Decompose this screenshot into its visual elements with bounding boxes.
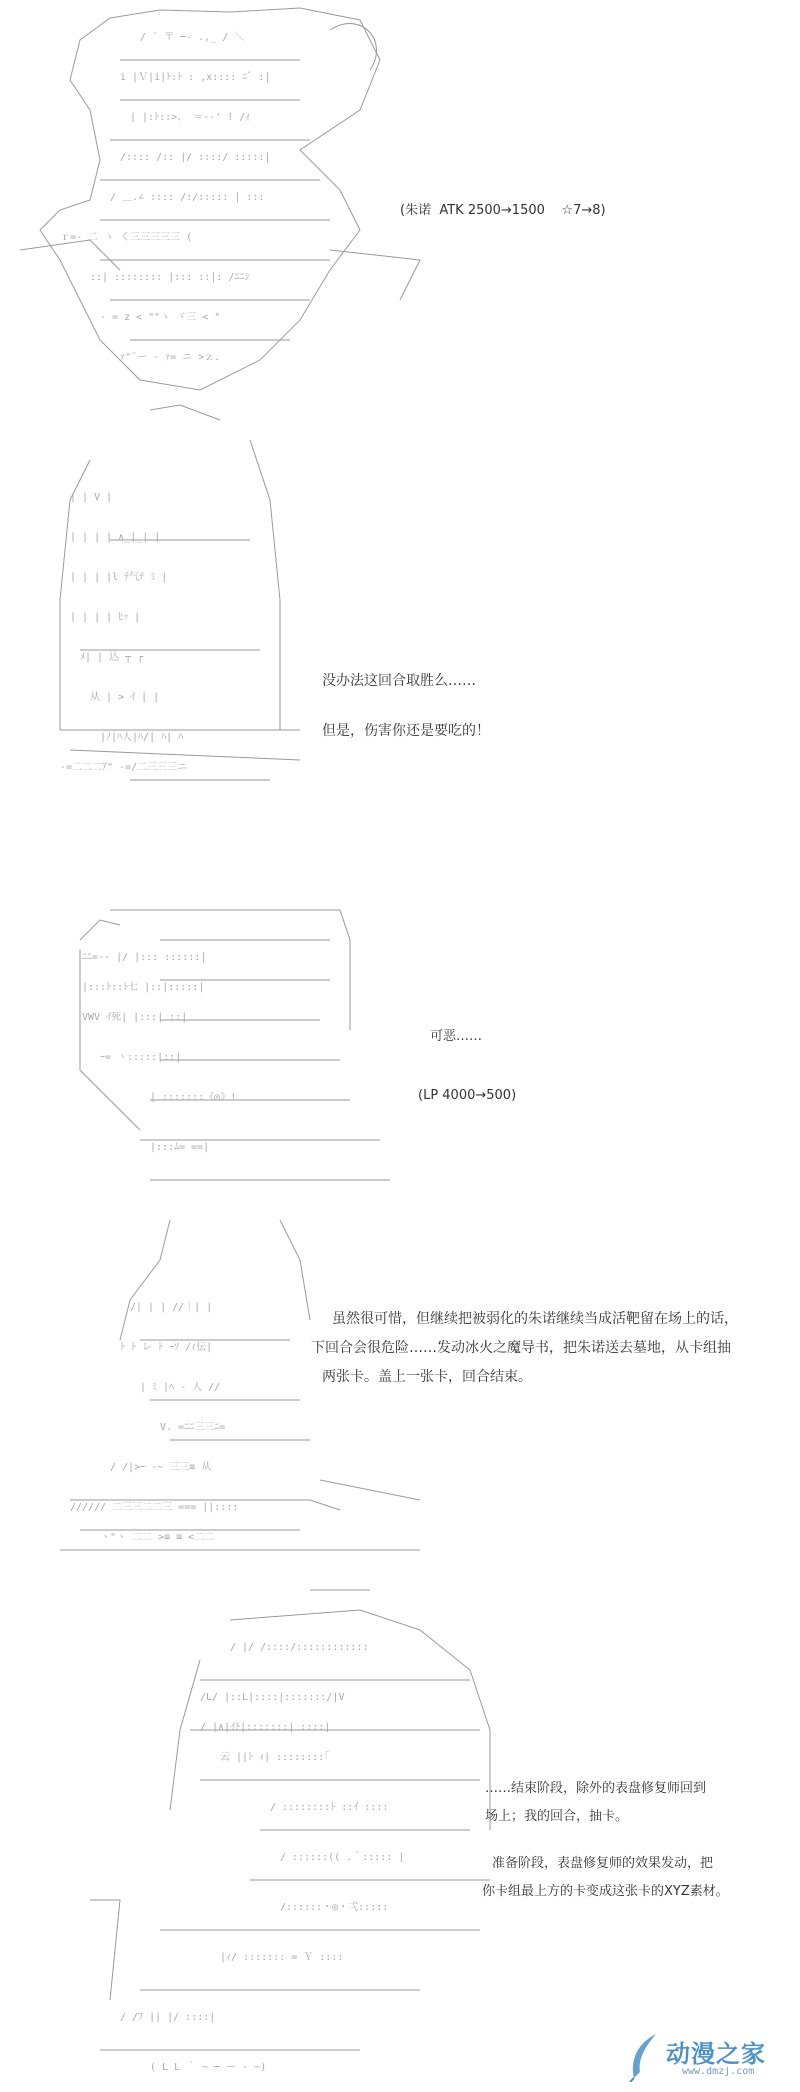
svg-text:::| :::::::: |::: ::|: /ﾆﾆｼ: ::| :::::::: |::: ::|: /ﾆﾆｼ: [90, 272, 250, 283]
watermark-name: 动漫之家: [666, 2040, 766, 2068]
caption-damn: 可恶……: [430, 1029, 483, 1044]
svg-text:ｒ=- 二 ヽ く三三三三三 (: ｒ=- 二 ヽ く三三三三三 (: [60, 232, 193, 243]
svg-text:| | | | ﾋｯ |: | | | | ﾋｯ |: [70, 612, 141, 623]
panel-3: [0, 880, 800, 1200]
caption-cannot-win: 没办法这回合取胜么……: [322, 673, 476, 689]
svg-text:////// 二三三二二三 === ||::::: ////// 二三三二二三 === ||::::: [70, 1502, 239, 1513]
svg-text:/ ¨ 〒 ─‐ .,_ / ＼: / ¨ 〒 ─‐ .,_ / ＼: [140, 32, 245, 43]
svg-text:V. =ﾆﾆ三三ﾆ=: V. =ﾆﾆ三三ﾆ=: [160, 1422, 226, 1433]
svg-text:|ｨ/ ::::::: = Ｙ ::::: |ｨ/ ::::::: = Ｙ ::::: [220, 1952, 344, 1963]
svg-text:/ |/ /::::/::::::::::::: / |/ /::::/::::::::::::: [230, 1642, 369, 1653]
svg-text:云 ||ﾄ ｨ| ::::::::｢: 云 ||ﾄ ｨ| ::::::::｢: [220, 1752, 330, 1763]
svg-text:|:::ﾑ= ==|: |:::ﾑ= ==|: [150, 1142, 210, 1153]
svg-text:| | | |l ﾃ气ﾃ ﾐ |: | | | |l ﾃ气ﾃ ﾐ |: [70, 572, 168, 583]
svg-text:-=二二二ｱ" -=/二三三三ニ: -=二二二ｱ" -=/二三三三ニ: [60, 762, 188, 773]
caption-standby-line-2: 你卡组最上方的卡变成这张卡的XYZ素材。: [482, 1884, 729, 1899]
svg-text:|ﾉ|ﾊ人|ﾊ/| ﾊ| ﾊ: |ﾉ|ﾊ人|ﾊ/| ﾊ| ﾊ: [100, 732, 184, 743]
svg-text:/ ::::::(( .｀::::: |: / ::::::(( .｀::::: |: [280, 1852, 405, 1863]
caption-lp-change: (LP 4000→500): [418, 1088, 517, 1103]
watermark-dmzj: [626, 2030, 786, 2086]
svg-text:VWV ｲ死| |:::| ::|: VWV ｲ死| |:::| ::|: [82, 1012, 188, 1023]
caption-pity-line-1: 虽然很可惜，但继续把被弱化的朱诺继续当成活靶留在场上的话，: [332, 1311, 738, 1327]
caption-end-phase-line-2: 场上；我的回合，抽卡。: [485, 1809, 629, 1824]
svg-text:ヽ"ヽ 二二 >≡ ≡ <二二: ヽ"ヽ 二二 >≡ ≡ <二二: [100, 1532, 215, 1543]
svg-text:| :::::::《◎》!: | :::::::《◎》!: [150, 1092, 237, 1103]
svg-text:| |:ﾄ::>、 ＝-‐' ! /ｨ: | |:ﾄ::>、 ＝-‐' ! /ｨ: [130, 112, 251, 123]
panel-2: [0, 400, 800, 880]
ascii-art-figure-back: [0, 400, 800, 880]
svg-text:|:::ﾄ::ﾄ七 |::|:::::|: |:::ﾄ::ﾄ七 |::|:::::|: [82, 982, 205, 993]
svg-text:ﾒ| | 込 ┬ ┌: ﾒ| | 込 ┬ ┌: [80, 652, 144, 663]
svg-text:从 | > ｲ | |: 从 | > ｲ | |: [90, 692, 160, 703]
ascii-art-figure-dial: [0, 1570, 800, 2092]
svg-text:/ ::::::::ﾄ ::ｲ ::::: / ::::::::ﾄ ::ｲ ::::: [270, 1802, 389, 1813]
watermark-url: www.dmzj.com: [682, 2066, 755, 2077]
feather-logo-icon: [626, 2032, 662, 2082]
caption-juno-stats: (朱诺 ATK 2500→1500 ☆7→8): [400, 203, 606, 218]
svg-text:/ /|>ｰ ‐~ 三三≡ 从: / /|>ｰ ‐~ 三三≡ 从: [110, 1462, 212, 1473]
panel-1: [0, 0, 800, 400]
panel-4: [0, 1200, 800, 1570]
svg-text:/:::: /:: |/ ::::/ :::::|: /:::: /:: |/ ::::/ :::::|: [120, 152, 271, 163]
svg-text:/ /ﾌ || |/ ::::|: / /ﾌ || |/ ::::|: [120, 2012, 216, 2023]
svg-text:/L/ |::L|::::|:::::::/|V: /L/ |::L|::::|:::::::/|V: [200, 1692, 345, 1703]
caption-damage: 但是，伤害你还是要吃的！: [322, 723, 490, 739]
panel-5: [0, 1570, 800, 2092]
svg-text:( L L ｀ ~ ─ ー ‐ ~): ( L L ｀ ~ ─ ー ‐ ~): [150, 2062, 267, 2073]
caption-end-phase-line-1: ……结束阶段，除外的表盘修复师回到: [485, 1781, 707, 1796]
svg-text:| ﾐ |ﾍ ‐ 人 //: | ﾐ |ﾍ ‐ 人 //: [140, 1382, 221, 1393]
svg-text:ｧ"¨ー ‐ ｧ= ニ >ｚ.: ｧ"¨ー ‐ ｧ= ニ >ｚ.: [120, 352, 221, 363]
caption-pity-line-3: 两张卡。盖上一张卡，回合结束。: [322, 1369, 532, 1385]
svg-text:/::::::・◎・弌:::::: /::::::・◎・弌:::::: [280, 1902, 389, 1913]
svg-text:- = z < ""ヽ ヾ三 < ": - = z < ""ヽ ヾ三 < ": [100, 312, 221, 323]
svg-text:| | | | ∧_|_| |: | | | | ∧_|_| |: [70, 532, 161, 543]
svg-text:/ ＿.∠ :::: /:/::::: | :::: / ＿.∠ :::: /:/::::: | :::: [110, 192, 265, 203]
caption-standby-line-1: 准备阶段，表盘修复师的效果发动，把: [492, 1856, 714, 1871]
ascii-art-figure-damaged: [0, 880, 800, 1200]
svg-text:ｰ= ヽ:::::|::|: ｰ= ヽ:::::|::|: [100, 1052, 182, 1063]
svg-text:| | V |: | | V |: [70, 492, 113, 503]
svg-text:/ |∧|ｲﾄ|:::::::| ::::|: / |∧|ｲﾄ|:::::::| ::::|: [200, 1722, 331, 1733]
caption-pity-line-2: 下回合会很危险……发动冰火之魔导书，把朱诺送去墓地，从卡组抽: [311, 1340, 731, 1356]
svg-text:i |Ｖ|i|ﾄ:ﾄ : ,x:::: ﾆﾞ :|: i |Ｖ|i|ﾄ:ﾄ : ,x:::: ﾆﾞ :|: [120, 72, 271, 83]
svg-text:ﾄ ﾄ レ ﾄ ｰｿ /ｨ伝|: ﾄ ﾄ レ ﾄ ｰｿ /ｨ伝|: [120, 1342, 213, 1353]
svg-text:/| | | //｜| |: /| | | //｜| |: [130, 1302, 213, 1313]
svg-text:ﾆﾆ=-- |/ |::: ::::::|: ﾆﾆ=-- |/ |::: ::::::|: [82, 952, 207, 963]
